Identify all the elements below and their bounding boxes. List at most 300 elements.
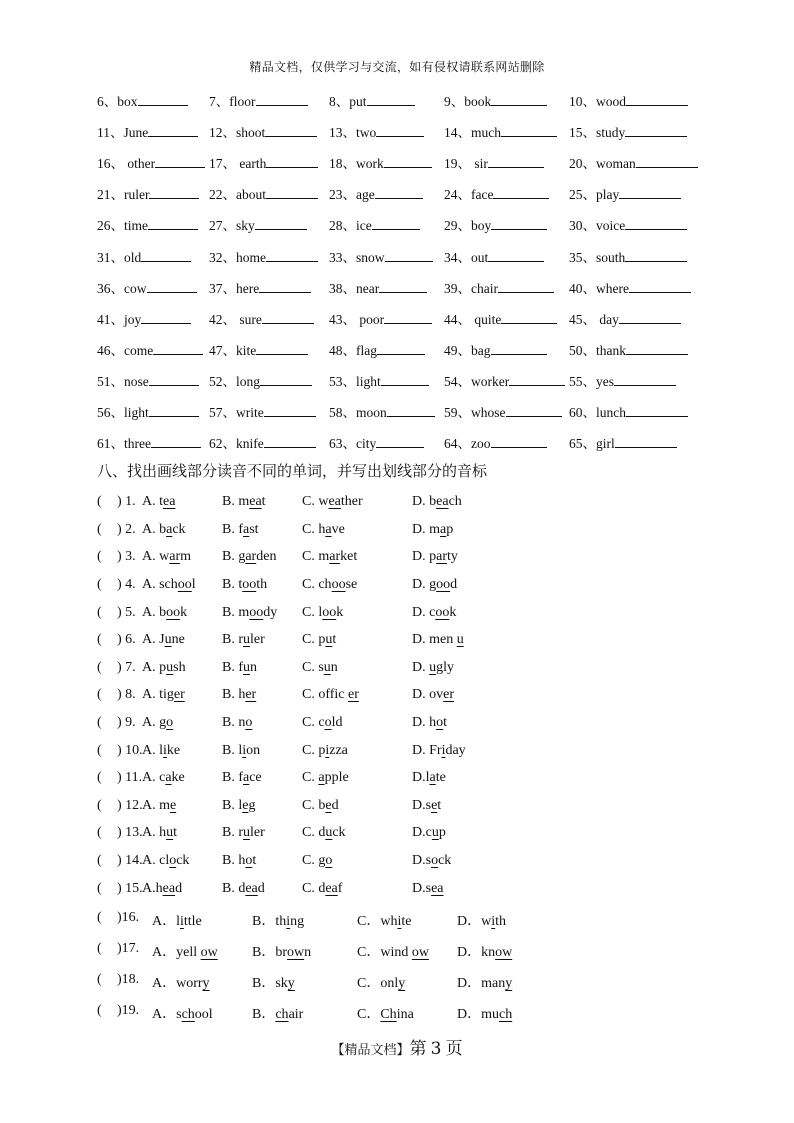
answer-paren[interactable]: (	[97, 549, 102, 564]
word-item	[444, 90, 547, 110]
option-d: D．many	[457, 976, 513, 991]
option-d: D. men u	[412, 632, 464, 647]
underlined-letters: u	[166, 825, 174, 840]
underlined-letters: ch	[275, 1007, 289, 1022]
answer-blank[interactable]	[619, 310, 681, 324]
answer-blank[interactable]	[266, 154, 318, 168]
answer-blank[interactable]	[149, 185, 199, 199]
answer-blank[interactable]	[491, 434, 547, 448]
option-b: B. ruler	[222, 825, 265, 840]
option-a: A. tea	[142, 494, 176, 509]
option-c: C．China	[357, 1007, 414, 1022]
question-number: ) 2.	[117, 522, 136, 537]
answer-blank[interactable]	[149, 403, 199, 417]
word-text: 10、wood	[569, 94, 626, 109]
underlined-letters: i	[441, 743, 446, 758]
option-b: B．sky	[252, 976, 295, 991]
underlined-letters: oo	[435, 605, 450, 620]
underlined-letters: y	[398, 976, 406, 991]
answer-paren[interactable]: (	[97, 910, 102, 925]
word-row	[97, 277, 697, 297]
word-text: 58、moon	[329, 405, 387, 420]
word-text: 20、woman	[569, 156, 636, 172]
underlined-letters: ch	[499, 1007, 513, 1022]
option-b: B．chair	[252, 1007, 304, 1022]
underlined-letters: a	[243, 770, 250, 785]
answer-blank[interactable]	[255, 216, 307, 230]
answer-blank[interactable]	[153, 341, 203, 355]
answer-blank[interactable]	[629, 279, 691, 293]
question-row	[97, 632, 697, 652]
option-b: B. fun	[222, 660, 257, 675]
answer-blank[interactable]	[265, 123, 317, 137]
option-c: C. look	[302, 605, 344, 620]
word-item	[329, 370, 429, 390]
word-item	[97, 214, 198, 234]
word-item	[569, 152, 698, 172]
word-item	[209, 308, 314, 328]
option-d: D. over	[412, 687, 455, 702]
question-row	[97, 687, 697, 707]
footer-label: 【精品文档】	[331, 1043, 410, 1058]
word-text: 65、girl	[569, 436, 615, 452]
option-d: D. map	[412, 522, 454, 537]
question-row	[97, 660, 697, 680]
word-text: 17、 earth	[209, 156, 267, 172]
answer-blank[interactable]	[266, 185, 318, 199]
option-c: C. put	[302, 632, 337, 647]
underlined-letters: e	[325, 798, 332, 813]
underlined-letters: e	[431, 798, 438, 813]
answer-blank[interactable]	[377, 341, 425, 355]
answer-blank[interactable]	[626, 341, 688, 355]
underlined-letters: u	[243, 825, 250, 840]
question-row	[97, 825, 697, 845]
question-row	[97, 1003, 697, 1023]
answer-blank[interactable]	[259, 279, 311, 293]
footer-page-pre: 第	[409, 1039, 427, 1059]
option-c: C. bed	[302, 798, 339, 813]
word-item	[569, 90, 688, 110]
word-row	[97, 152, 697, 172]
underlined-letters: u	[431, 825, 439, 840]
word-item	[97, 277, 197, 297]
underlined-letters: oo	[166, 605, 181, 620]
answer-blank[interactable]	[372, 216, 420, 230]
question-number: ) 1.	[117, 494, 136, 509]
option-a: A. push	[142, 660, 186, 675]
word-item	[97, 370, 199, 390]
option-b: B. no	[222, 715, 253, 730]
word-text: 25、play	[569, 187, 620, 203]
answer-blank[interactable]	[155, 154, 205, 168]
word-text: 53、light	[329, 373, 381, 389]
option-c: C．wind ow	[357, 945, 429, 960]
word-item	[444, 214, 547, 234]
option-d: D.sea	[412, 881, 444, 896]
word-item	[329, 183, 423, 203]
answer-blank[interactable]	[625, 216, 687, 230]
answer-blank[interactable]	[491, 92, 547, 106]
option-a: A．worry	[152, 976, 210, 991]
footer-page-post: 页	[445, 1039, 463, 1059]
word-row	[97, 370, 697, 390]
underlined-letters: ch	[181, 1007, 195, 1022]
word-text: 61、three	[97, 436, 151, 452]
underlined-letters: u	[243, 632, 250, 647]
question-number: ) 14.	[117, 853, 143, 868]
underlined-letters: o	[436, 715, 444, 730]
answer-paren[interactable]: (	[97, 577, 102, 592]
underlined-letters: er	[245, 687, 257, 702]
answer-paren[interactable]: (	[97, 522, 102, 537]
question-row	[97, 770, 697, 790]
word-text: 24、face	[444, 187, 494, 203]
question-number: )18.	[117, 972, 140, 987]
word-item	[209, 214, 307, 234]
answer-blank[interactable]	[614, 372, 676, 386]
underlined-letters: u	[325, 825, 333, 840]
word-item	[569, 121, 687, 141]
option-d: D.sock	[412, 853, 452, 868]
word-text: 39、chair	[444, 280, 498, 296]
option-c: C. have	[302, 522, 345, 537]
answer-blank[interactable]	[151, 434, 201, 448]
answer-blank[interactable]	[141, 248, 191, 262]
option-d: D. beach	[412, 494, 462, 509]
answer-blank[interactable]	[375, 185, 423, 199]
word-item	[329, 152, 432, 172]
word-text: 42、 sure	[209, 311, 262, 327]
answer-blank[interactable]	[506, 403, 562, 417]
answer-paren[interactable]: (	[97, 494, 102, 509]
underlined-letters: i	[397, 914, 402, 929]
answer-paren[interactable]: (	[97, 798, 102, 813]
option-d: D. cook	[412, 605, 457, 620]
answer-blank[interactable]	[488, 154, 544, 168]
option-d: D. party	[412, 549, 458, 564]
word-item	[444, 432, 547, 452]
word-text: 64、zoo	[444, 436, 491, 452]
question-number: ) 13.	[117, 825, 143, 840]
option-a: A. book	[142, 605, 188, 620]
question-number: )19.	[117, 1003, 140, 1018]
word-text: 50、thank	[569, 342, 626, 358]
word-item	[209, 121, 317, 141]
word-row	[97, 308, 697, 328]
answer-blank[interactable]	[266, 248, 318, 262]
word-item	[97, 246, 191, 266]
question-row	[97, 972, 697, 992]
word-text: 60、lunch	[569, 405, 626, 420]
answer-blank[interactable]	[509, 372, 565, 386]
option-d: D. good	[412, 577, 458, 592]
question-row	[97, 549, 697, 569]
word-text: 40、where	[569, 280, 629, 296]
question-number: ) 3.	[117, 549, 136, 564]
word-text: 38、near	[329, 280, 380, 296]
word-item	[569, 277, 691, 297]
underlined-letters: y	[505, 976, 513, 991]
underlined-letters: a	[166, 522, 173, 537]
word-item	[97, 183, 199, 203]
word-row	[97, 401, 697, 421]
answer-blank[interactable]	[625, 123, 687, 137]
word-row	[97, 246, 697, 266]
underlined-letters: e	[170, 798, 177, 813]
answer-blank[interactable]	[626, 92, 688, 106]
word-item	[569, 370, 676, 390]
answer-blank[interactable]	[381, 372, 429, 386]
option-a: A. clock	[142, 853, 190, 868]
option-b: B. lion	[222, 743, 261, 758]
answer-blank[interactable]	[493, 185, 549, 199]
question-number: ) 10.	[117, 743, 143, 758]
option-d: D.cup	[412, 825, 446, 840]
word-text: 47、kite	[209, 342, 257, 358]
section-title: 八、找出画线部分读音不同的单词，并写出划线部分的音标	[97, 462, 488, 480]
option-a: A. June	[142, 632, 185, 647]
option-b: B. leg	[222, 798, 256, 813]
answer-blank[interactable]	[387, 403, 435, 417]
option-b: B．thing	[252, 914, 305, 929]
answer-blank[interactable]	[501, 123, 557, 137]
underlined-letters: oo	[249, 605, 264, 620]
option-a: A．little	[152, 914, 202, 929]
answer-blank[interactable]	[260, 372, 312, 386]
underlined-letters: u	[323, 660, 331, 675]
answer-blank[interactable]	[625, 248, 687, 262]
word-text: 9、book	[444, 94, 492, 109]
word-item	[329, 246, 433, 266]
word-item	[569, 214, 687, 234]
underlined-letters: i	[491, 914, 496, 929]
underlined-letters: a	[440, 522, 447, 537]
underlined-letters: a	[165, 770, 172, 785]
question-number: )17.	[117, 941, 140, 956]
option-c: C. duck	[302, 825, 346, 840]
word-row	[97, 339, 697, 359]
word-item	[209, 152, 318, 172]
question-number: )16.	[117, 910, 140, 925]
option-c: C. cold	[302, 715, 343, 730]
word-item	[444, 339, 547, 359]
answer-paren[interactable]: (	[97, 605, 102, 620]
word-text: 32、home	[209, 249, 266, 265]
option-b: B. moody	[222, 605, 278, 620]
answer-paren[interactable]: (	[97, 972, 102, 987]
answer-blank[interactable]	[147, 279, 197, 293]
option-b: B. tooth	[222, 577, 268, 592]
answer-paren[interactable]: (	[97, 715, 102, 730]
underlined-letters: o	[431, 853, 439, 868]
answer-paren[interactable]: (	[97, 687, 102, 702]
answer-blank[interactable]	[626, 403, 688, 417]
underlined-letters: ea	[163, 494, 176, 509]
page-footer	[0, 1034, 794, 1059]
word-text: 18、work	[329, 156, 384, 172]
underlined-letters: a	[318, 770, 325, 785]
word-item	[569, 432, 677, 452]
answer-blank[interactable]	[615, 434, 677, 448]
question-row	[97, 853, 697, 873]
answer-paren[interactable]: (	[97, 941, 102, 956]
word-item	[329, 214, 420, 234]
word-item	[209, 183, 318, 203]
word-item	[444, 121, 557, 141]
option-d: D．with	[457, 914, 507, 929]
underlined-letters: ow	[411, 945, 429, 960]
answer-blank[interactable]	[491, 341, 547, 355]
underlined-letters: ea	[245, 881, 258, 896]
underlined-letters: ar	[436, 549, 448, 564]
word-text: 44、 quite	[444, 311, 502, 327]
option-a: A. back	[142, 522, 186, 537]
word-text: 26、time	[97, 218, 148, 234]
option-d: D. ugly	[412, 660, 455, 675]
answer-blank[interactable]	[262, 310, 314, 324]
word-text: 27、sky	[209, 218, 255, 234]
option-a: A. me	[142, 798, 177, 813]
word-text: 8、put	[329, 94, 367, 109]
underlined-letters: i	[286, 914, 291, 929]
answer-blank[interactable]	[488, 248, 544, 262]
answer-paren[interactable]: (	[97, 660, 102, 675]
word-text: 29、boy	[444, 218, 492, 234]
answer-blank[interactable]	[619, 185, 681, 199]
answer-blank[interactable]	[148, 216, 198, 230]
option-c: C. pizza	[302, 743, 348, 758]
answer-blank[interactable]	[256, 341, 308, 355]
answer-paren[interactable]: (	[97, 743, 102, 758]
word-text: 52、long	[209, 373, 261, 389]
word-item	[329, 308, 432, 328]
word-item	[209, 277, 311, 297]
option-d: D.late	[412, 770, 446, 785]
answer-paren[interactable]: (	[97, 632, 102, 647]
answer-blank[interactable]	[264, 403, 316, 417]
word-text: 35、south	[569, 249, 626, 265]
word-item	[97, 152, 205, 172]
underlined-letters: oo	[436, 577, 451, 592]
underlined-letters: oo	[242, 577, 257, 592]
option-a: A. go	[142, 715, 174, 730]
word-text: 59、whose	[444, 405, 506, 420]
underlined-letters: u	[456, 632, 464, 647]
word-item	[97, 401, 199, 421]
footer-page-number: 3	[430, 1039, 442, 1059]
question-row	[97, 522, 697, 542]
word-item	[444, 277, 554, 297]
question-row	[97, 494, 697, 514]
answer-blank[interactable]	[256, 92, 308, 106]
answer-paren[interactable]: (	[97, 770, 102, 785]
underlined-letters: er	[173, 687, 185, 702]
answer-blank[interactable]	[384, 310, 432, 324]
answer-blank[interactable]	[141, 310, 191, 324]
word-item	[97, 432, 201, 452]
page-header: 精品文档，仅供学习与交流，如有侵权请联系网站删除	[249, 60, 545, 74]
answer-paren[interactable]: (	[97, 1003, 102, 1018]
option-b: B. garden	[222, 549, 277, 564]
underlined-letters: ow	[287, 945, 305, 960]
word-item	[329, 401, 435, 421]
word-item	[569, 401, 688, 421]
underlined-letters: er	[443, 687, 455, 702]
word-item	[329, 277, 427, 297]
option-d: D．know	[457, 945, 513, 960]
answer-blank[interactable]	[385, 248, 433, 262]
question-number: ) 4.	[117, 577, 136, 592]
word-item	[209, 432, 316, 452]
option-c: C. deaf	[302, 881, 343, 896]
answer-blank[interactable]	[264, 434, 316, 448]
option-c: C. sun	[302, 660, 338, 675]
option-a: A. school	[142, 577, 196, 592]
answer-blank[interactable]	[501, 310, 557, 324]
option-b: B. face	[222, 770, 262, 785]
word-item	[444, 246, 544, 266]
underlined-letters: y	[202, 976, 210, 991]
word-item	[329, 121, 424, 141]
word-item	[444, 370, 565, 390]
underlined-letters: i	[163, 743, 167, 758]
question-number: ) 15.	[117, 881, 143, 896]
word-item	[97, 90, 188, 110]
question-row	[97, 941, 697, 961]
option-a: A. cake	[142, 770, 185, 785]
answer-blank[interactable]	[148, 123, 198, 137]
word-row	[97, 432, 697, 452]
underlined-letters: u	[325, 632, 333, 647]
word-item	[209, 90, 308, 110]
answer-blank[interactable]	[376, 123, 424, 137]
question-number: ) 11.	[117, 770, 143, 785]
answer-paren[interactable]: (	[97, 881, 102, 896]
answer-blank[interactable]	[149, 372, 199, 386]
underlined-letters: ea	[162, 881, 176, 896]
word-text: 33、snow	[329, 249, 385, 265]
underlined-letters: oo	[322, 605, 337, 620]
answer-paren[interactable]: (	[97, 853, 102, 868]
word-text: 12、shoot	[209, 125, 266, 141]
option-b: B. hot	[222, 853, 257, 868]
option-a: A. hut	[142, 825, 178, 840]
answer-paren[interactable]: (	[97, 825, 102, 840]
option-c: C. go	[302, 853, 333, 868]
answer-blank[interactable]	[138, 92, 188, 106]
underlined-letters: o	[166, 715, 174, 730]
answer-blank[interactable]	[498, 279, 554, 293]
question-number: ) 5.	[117, 605, 136, 620]
underlined-letters: i	[325, 743, 330, 758]
answer-blank[interactable]	[636, 154, 698, 168]
answer-blank[interactable]	[367, 92, 415, 106]
option-c: C．white	[357, 914, 412, 929]
option-a: A．yell ow	[152, 945, 218, 960]
answer-blank[interactable]	[491, 216, 547, 230]
question-row	[97, 715, 697, 735]
word-item	[444, 183, 549, 203]
answer-blank[interactable]	[384, 154, 432, 168]
word-item	[209, 370, 312, 390]
word-item	[329, 339, 425, 359]
answer-blank[interactable]	[379, 279, 427, 293]
word-row	[97, 214, 697, 234]
word-text: 6、box	[97, 94, 138, 109]
answer-blank[interactable]	[376, 434, 424, 448]
word-text: 30、voice	[569, 218, 626, 234]
